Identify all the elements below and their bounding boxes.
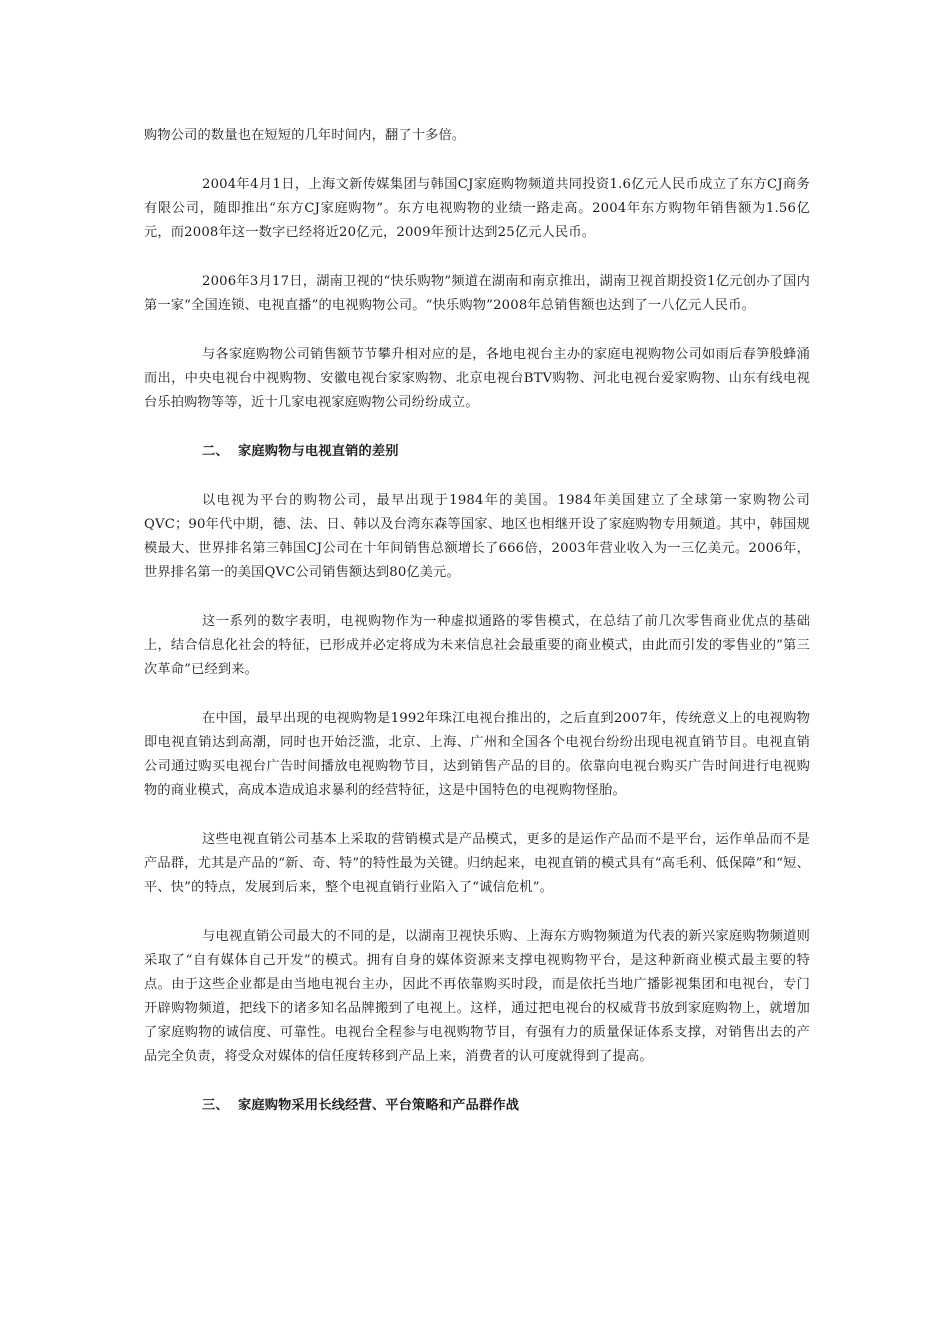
section-title: 家庭购物与电视直销的差别 xyxy=(238,444,399,459)
section-title: 家庭购物采用长线经营、平台策略和产品群作战 xyxy=(238,1098,520,1113)
paragraph-1: 购物公司的数量也在短短的几年时间内，翻了十多倍。 xyxy=(144,128,466,143)
section-number: 二、 xyxy=(202,444,229,459)
document-body xyxy=(144,124,810,1143)
paragraph-9: 与电视直销公司最大的不同的是，以湖南卫视快乐购、上海东方购物频道为代表的新兴家庭购物频道则采取了“自有媒体自己开发”的模式。拥有自身的媒体资源来支撑电视购物平台，是这种新商业模式最主要的特点。由于这些企业都是由当地电视台主办，因此不再依靠购买时段，而是依托当地广播影视集团和电视台，专门开辟购物频道，把线下的诸多知名品牌搬到了电视上。这样，通过把电视台的权威背书放到家庭购物上，就增加了家庭购物的诚信度、可靠性。电视台全程参与电视购物节目，有强有力的质量保证体系支撑，对销售出去的产品完全负责，将受众对媒体的信任度转移到产品上来，消费者的认可度就得到了提高。 xyxy=(144,929,810,1064)
paragraph-6: 这一系列的数字表明，电视购物作为一种虚拟通路的零售模式，在总结了前几次零售商业优点的基础上，结合信息化社会的特征，已形成并必定将成为未来信息社会最重要的商业模式，由此而引发的零售业的“第三次革命”已经到来。 xyxy=(144,614,810,677)
paragraph-4: 与各家庭购物公司销售额节节攀升相对应的是，各地电视台主办的家庭电视购物公司如雨后春笋般蜂涌而出，中央电视台中视购物、安徽电视台家家购物、北京电视台BTV购物、河北电视台爱家购物、山东有线电视台乐拍购物等等，近十几家电视家庭购物公司纷纷成立。 xyxy=(144,347,810,410)
section-heading-3 xyxy=(144,1094,810,1118)
paragraph-5: 以电视为平台的购物公司，最早出现于1984年的美国。1984年美国建立了全球第一家购物公司QVC；90年代中期，德、法、日、韩以及台湾东森等国家、地区也相继开设了家庭购物专用频道。其中，韩国规模最大、世界排名第三韩国CJ公司在十年间销售总额增长了666倍，2003年营业收入为一三亿美元。2006年，世界排名第一的美国QVC公司销售额达到80亿美元。 xyxy=(144,493,810,580)
paragraph-2: 2004年4月1日，上海文新传媒集团与韩国CJ家庭购物频道共同投资1.6亿元人民币成立了东方CJ商务有限公司，随即推出“东方CJ家庭购物”。东方电视购物的业绩一路走高。2004年东方购物年销售额为1.56亿元，而2008年这一数字已经将近20亿元，2009年预计达到25亿元人民币。 xyxy=(144,177,810,240)
section-heading-2 xyxy=(144,440,810,464)
paragraph-8: 这些电视直销公司基本上采取的营销模式是产品模式，更多的是运作产品而不是平台，运作单品而不是产品群，尤其是产品的“新、奇、特”的特性最为关键。归纳起来，电视直销的模式具有“高毛利、低保障”和“短、平、快”的特点，发展到后来，整个电视直销行业陷入了“诚信危机”。 xyxy=(144,832,810,895)
section-number: 三、 xyxy=(202,1098,229,1113)
paragraph-3: 2006年3月17日，湖南卫视的“快乐购物”频道在湖南和南京推出，湖南卫视首期投资1亿元创办了国内第一家“全国连锁、电视直播”的电视购物公司。“快乐购物”2008年总销售额也达到了一八亿元人民币。 xyxy=(144,274,810,313)
paragraph-7: 在中国，最早出现的电视购物是1992年珠江电视台推出的，之后直到2007年，传统意义上的电视购物即电视直销达到高潮，同时也开始泛滥，北京、上海、广州和全国各个电视台纷纷出现电视直销节目。电视直销公司通过购买电视台广告时间播放电视购物节目，达到销售产品的目的。依靠向电视台购买广告时间进行电视购物的商业模式，高成本造成追求暴利的经营特征，这是中国特色的电视购物怪胎。 xyxy=(144,711,810,798)
